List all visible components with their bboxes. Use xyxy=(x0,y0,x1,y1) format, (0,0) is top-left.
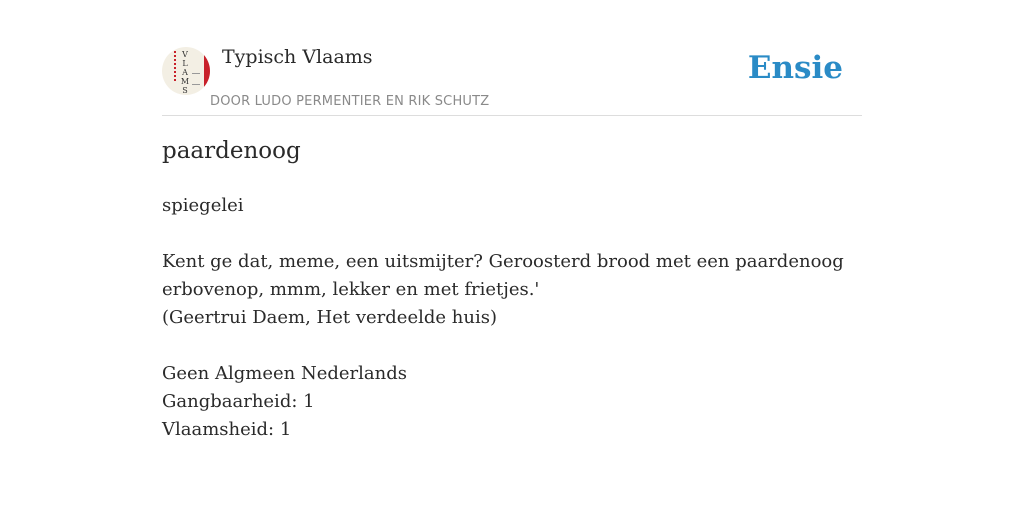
entry-definition: spiegelei xyxy=(162,195,244,216)
book-title[interactable]: Typisch Vlaams xyxy=(222,46,373,68)
ensie-logo-link[interactable]: Ensie xyxy=(747,50,843,86)
page-container xyxy=(162,0,862,440)
entry-title: paardenoog xyxy=(162,138,301,164)
logo-red-marks xyxy=(174,51,178,81)
quote-source: (Geertrui Daem, Het verdeelde huis) xyxy=(162,307,497,328)
entry-content xyxy=(162,192,862,444)
standard-dutch-note: Geen Algmeen Nederlands xyxy=(162,363,407,384)
quote-line-2: erbovenop, mmm, lekker en met frietjes.' xyxy=(162,279,540,300)
book-cover-logo[interactable] xyxy=(162,47,210,95)
vlaamsheid-score: Vlaamsheid: 1 xyxy=(162,419,292,440)
gangbaarheid-score: Gangbaarheid: 1 xyxy=(162,391,315,412)
logo-lines xyxy=(192,73,200,85)
logo-red-band xyxy=(204,47,210,95)
logo-letters: V L A M S xyxy=(180,50,190,95)
header xyxy=(162,0,862,116)
quote-line-1: Kent ge dat, meme, een uitsmijter? Geroosterd brood met een paardenoog xyxy=(162,251,844,272)
authors-byline: DOOR LUDO PERMENTIER EN RIK SCHUTZ xyxy=(210,94,490,109)
